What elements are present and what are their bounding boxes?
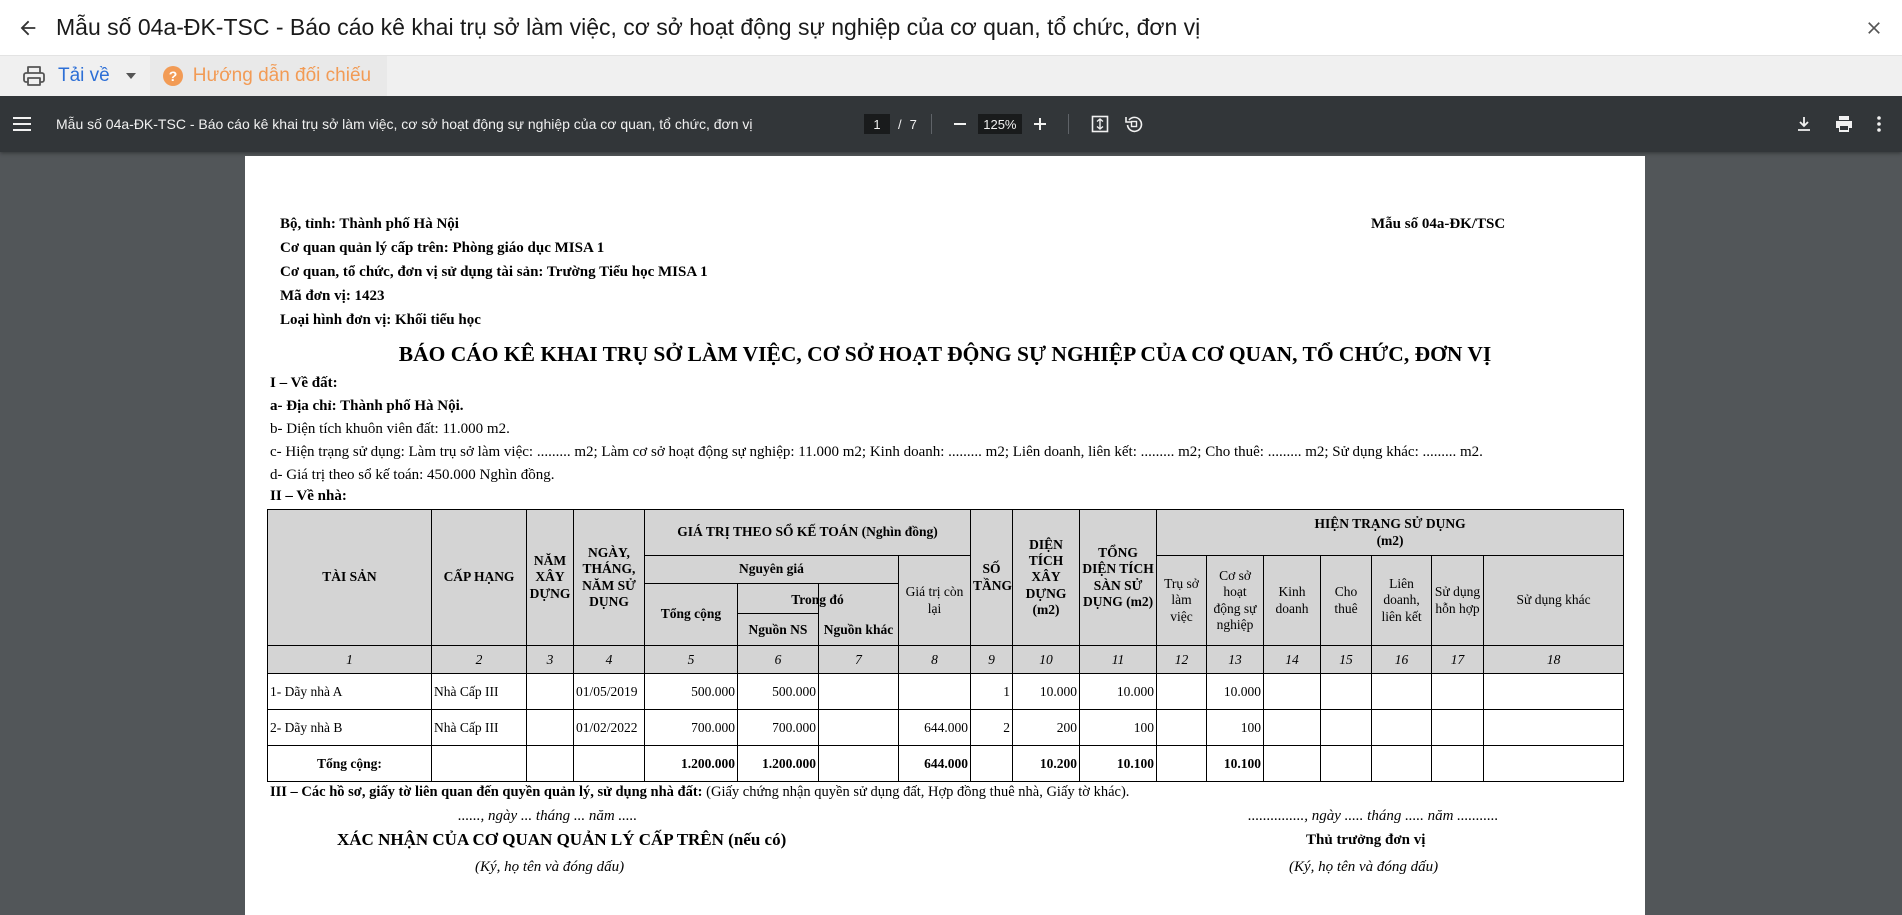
totals-empty [574,746,645,782]
house-asset-table [267,509,1624,782]
plus-icon [1033,117,1047,131]
col-number: 13 [1207,646,1264,674]
zoom-in-button[interactable] [1026,104,1054,144]
minus-icon [953,117,967,131]
fit-page-icon [1091,115,1109,133]
of-which-label: Trong đó [738,585,897,614]
cell-use-date: 01/02/2022 [574,710,645,746]
col-number: 16 [1372,646,1432,674]
page-number-input[interactable]: 1 [864,114,890,134]
usage-status-unit: (m2) [1376,532,1404,548]
header-floor-area: TỔNG DIỆN TÍCH SÀN SỬ DỤNG (m2) [1080,510,1157,646]
col-number: 3 [527,646,574,674]
col-number: 10 [1013,646,1080,674]
totals-build-area: 10.200 [1013,746,1080,782]
cell-lease [1321,710,1372,746]
comparison-guide-button[interactable] [150,56,387,96]
column-number-row [268,646,1624,674]
totals-label: Tổng cộng: [268,746,432,782]
dialog-header [0,0,1902,56]
cell-build-area: 200 [1013,710,1080,746]
cell-other-source [819,674,899,710]
col-number: 4 [574,646,645,674]
header-of-which [738,584,844,646]
cell-joint-venture [1372,674,1432,710]
managing-agency-line: Cơ quan quản lý cấp trên: Phòng giáo dục MISA 1 [280,240,605,256]
col-number: 2 [432,646,527,674]
download-label: Tải về [58,65,110,86]
unit-code-line: Mã đơn vị: 1423 [280,288,385,304]
header-state-budget: Nguồn NS [748,621,808,637]
left-signature-date: ......, ngày ... tháng ... năm ..... [458,808,638,824]
col-number: 18 [1484,646,1624,674]
arrow-left-icon [17,17,39,39]
header-office: Trụ sở làm việc [1157,556,1207,646]
header-other-use: Sử dụng khác [1484,556,1624,646]
cell-floor-area: 100 [1080,710,1157,746]
cell-total: 700.000 [645,710,738,746]
ministry-line: Bộ, tỉnh: Thành phố Hà Nội [280,216,459,232]
records-heading: III – Các hồ sơ, giấy tờ liên quan đến quyền quản lý, sử dụng nhà đất: [270,784,703,800]
svg-text:?: ? [168,68,178,84]
unit-type-line: Loại hình đơn vị: Khối tiểu học [280,312,481,328]
cell-business [1264,710,1321,746]
cell-lease [1321,674,1372,710]
unit-line: Cơ quan, tổ chức, đơn vị sử dụng tài sản: Trường Tiểu học MISA 1 [280,264,708,280]
pdf-page [245,156,1645,915]
col-number: 1 [268,646,432,674]
cell-joint-venture [1372,710,1432,746]
col-number: 11 [1080,646,1157,674]
col-number: 9 [971,646,1013,674]
col-number: 12 [1157,646,1207,674]
more-vertical-icon [1877,116,1881,132]
toolbar-divider [931,114,932,134]
totals-state-budget: 1.200.000 [738,746,819,782]
col-number: 14 [1264,646,1321,674]
totals-empty [1484,746,1624,782]
right-signature-note: (Ký, họ tên và đóng dấu) [1289,859,1439,875]
cell-build-area: 10.000 [1013,674,1080,710]
fit-page-button[interactable] [1083,104,1117,144]
land-book-value: d- Giá trị theo sổ kế toán: 450.000 Nghìn đồng. [270,467,555,483]
cell-office [1157,674,1207,710]
zoom-input[interactable]: 125% [978,114,1022,134]
header-total: Tổng cộng [645,584,738,646]
right-signature-title: Thủ trưởng đơn vị [1306,832,1426,848]
land-area: b- Diện tích khuôn viên đất: 11.000 m2. [270,421,510,437]
cell-mixed [1432,674,1484,710]
header-mixed-use: Sử dụng hỗn hợp [1432,556,1484,646]
totals-facility: 10.100 [1207,746,1264,782]
dialog-title: Mẫu số 04a-ĐK-TSC - Báo cáo kê khai trụ sở làm việc, cơ sở hoạt động sự nghiệp của cơ quan, tổ chức, đơn vị [56,14,1201,40]
header-original-cost: Nguyên giá [645,556,899,584]
totals-empty [819,746,899,782]
caret-down-icon[interactable] [126,73,136,79]
col-number: 5 [645,646,738,674]
cell-grade: Nhà Cấp III [432,710,527,746]
rotate-button[interactable] [1117,104,1151,144]
land-usage: c- Hiện trạng sử dụng: Làm trụ sở làm việc: ......... m2; Làm cơ sở hoạt động sự nghiệp: 11.000 m2; Kinh doanh: ......... m2; Liên doanh, liên kết: ......... m2; Cho thuê: ......... m2; Sử dụng khác: ......... m2. [270,444,1483,460]
header-remaining-value: Giá trị còn lại [899,556,971,646]
toolbar-divider [1068,114,1069,134]
totals-floor-area: 10.100 [1080,746,1157,782]
table-row [268,674,1624,710]
comparison-guide-label: Hướng dẫn đối chiếu [192,65,372,86]
left-signature-title: XÁC NHẬN CỦA CƠ QUAN QUẢN LÝ CẤP TRÊN (nếu có) [337,830,787,849]
pdf-file-name: Mẫu số 04a-ĐK-TSC - Báo cáo kê khai trụ sở làm việc, cơ sở hoạt động sự nghiệp của cơ quan, tổ chức, đơn vị [56,116,753,132]
cell-other-use [1484,710,1624,746]
download-pdf-button[interactable] [1784,104,1824,144]
print-icon [1835,116,1853,132]
cell-facility: 10.000 [1207,674,1264,710]
cell-total: 500.000 [645,674,738,710]
totals-empty [527,746,574,782]
totals-remaining: 644.000 [899,746,971,782]
close-button[interactable] [1846,0,1902,56]
print-button[interactable] [1824,104,1864,144]
cell-other-source [819,710,899,746]
totals-empty [971,746,1013,782]
pdf-toolbar [0,96,1902,152]
col-number: 8 [899,646,971,674]
cell-facility: 100 [1207,710,1264,746]
cell-asset: 2- Dãy nhà B [268,710,432,746]
toolbar-right-actions [1784,104,1894,144]
table-row [268,710,1624,746]
header-asset: TÀI SẢN [268,510,432,646]
header-other-source: Nguồn khác [823,622,894,637]
header-book-value: GIÁ TRỊ THEO SỔ KẾ TOÁN (Nghìn đồng) [645,510,971,556]
header-usage-status [1157,510,1624,556]
more-actions-button[interactable] [1864,104,1894,144]
header-build-area: DIỆN TÍCH XÂY DỰNG (m2) [1013,510,1080,646]
header-facility: Cơ sở hoạt động sự nghiệp [1207,556,1264,646]
cell-state-budget: 500.000 [738,674,819,710]
menu-button[interactable] [2,104,42,144]
totals-empty [1432,746,1484,782]
header-lease: Cho thuê [1321,556,1372,646]
cell-office [1157,710,1207,746]
header-floors: SỐ TẦNG [971,510,1013,646]
house-heading: II – Về nhà: [270,488,347,504]
rotate-icon [1125,115,1143,133]
records-line [270,784,1129,801]
records-text: (Giấy chứng nhận quyền sử dụng đất, Hợp đồng thuê nhà, Giấy tờ khác). [706,784,1130,800]
header-business: Kinh doanh [1264,556,1321,646]
page-total: 7 [909,116,917,132]
header-build-year: NĂM XÂY DỰNG [527,510,574,646]
cell-asset: 1- Dãy nhà A [268,674,432,710]
cell-build-year [527,710,574,746]
cell-floors: 2 [971,710,1013,746]
download-button[interactable] [0,56,150,96]
cell-business [1264,674,1321,710]
pdf-viewer[interactable] [0,96,1902,915]
cell-state-budget: 700.000 [738,710,819,746]
page-separator: / [898,116,902,132]
cell-remaining [899,674,971,710]
right-signature-date: ..............., ngày ..... tháng ..... năm ........... [1248,808,1499,824]
header-grade: CẤP HẠNG [432,510,527,646]
totals-empty [432,746,527,782]
action-bar [0,56,1902,96]
usage-status-label: HIỆN TRẠNG SỬ DỤNG [1314,516,1466,532]
menu-icon [13,117,31,131]
cell-build-year [527,674,574,710]
printer-icon [22,64,46,88]
totals-total: 1.200.000 [645,746,738,782]
land-heading: I – Về đất: [270,375,338,391]
cell-floor-area: 10.000 [1080,674,1157,710]
col-number: 6 [738,646,819,674]
cell-floors: 1 [971,674,1013,710]
cell-other-use [1484,674,1624,710]
back-button[interactable] [0,0,56,56]
col-number: 7 [819,646,899,674]
col-number: 15 [1321,646,1372,674]
totals-empty [1321,746,1372,782]
form-code: Mẫu số 04a-ĐK/TSC [1371,216,1506,232]
header-joint-venture: Liên doanh, liên kết [1372,556,1432,646]
cell-remaining: 644.000 [899,710,971,746]
cell-use-date: 01/05/2019 [574,674,645,710]
totals-empty [1264,746,1321,782]
left-signature-note: (Ký, họ tên và đóng dấu) [475,859,625,875]
close-icon [1864,18,1884,38]
cell-mixed [1432,710,1484,746]
zoom-out-button[interactable] [946,104,974,144]
land-address: a- Địa chỉ: Thành phố Hà Nội. [270,398,464,414]
help-icon [162,65,184,87]
header-use-date: NGÀY, THÁNG, NĂM SỬ DỤNG [574,510,645,646]
document-title: BÁO CÁO KÊ KHAI TRỤ SỞ LÀM VIỆC, CƠ SỞ HOẠT ĐỘNG SỰ NGHIỆP CỦA CƠ QUAN, TỔ CHỨC, ĐƠN VỊ [398,342,1492,366]
totals-row [268,746,1624,782]
totals-empty [1372,746,1432,782]
download-icon [1796,116,1812,132]
cell-grade: Nhà Cấp III [432,674,527,710]
col-number: 17 [1432,646,1484,674]
totals-empty [1157,746,1207,782]
